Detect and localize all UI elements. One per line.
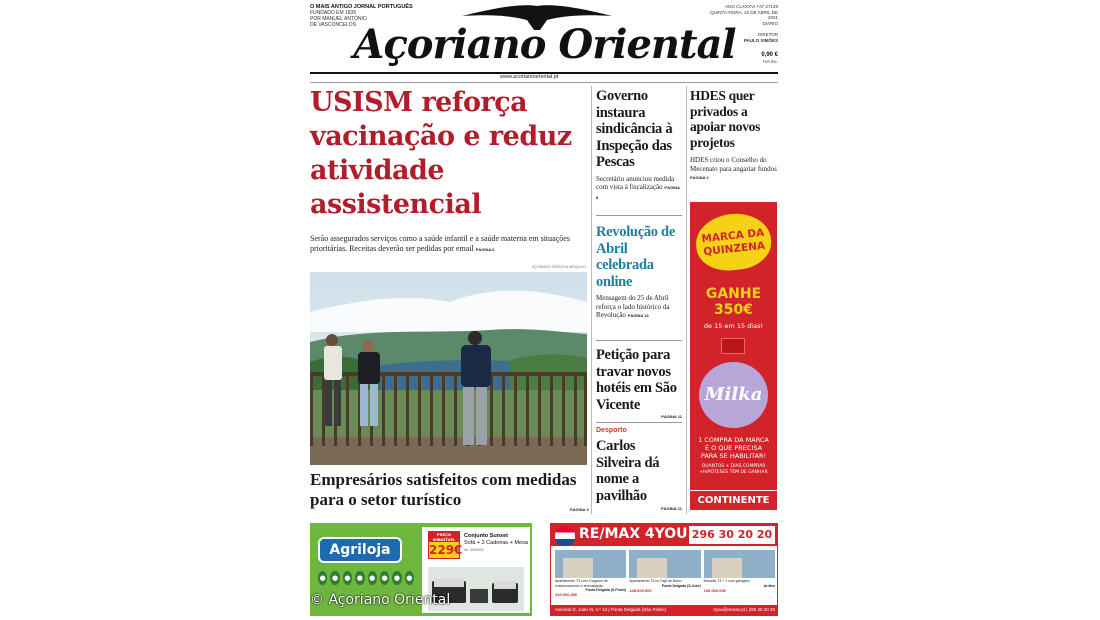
masthead-tagline: O MAIS ANTIGO JORNAL PORTUGUÊS [310, 4, 413, 10]
plant-icon: ● [380, 571, 389, 585]
right-story-page-ref: PÁGINA 2 [690, 175, 709, 180]
ganhe-label: GANHE [705, 286, 762, 302]
website-link[interactable]: www.acorianooriental.pt [500, 74, 559, 80]
ganhe-amount: 350€ [714, 302, 753, 318]
masthead-rule-thin [310, 82, 778, 83]
listing-price: 248.000,00€ [629, 587, 652, 593]
remax-balloon-icon [555, 526, 575, 546]
newspaper-logo[interactable]: Açoriano Oriental [353, 21, 736, 68]
remax-ad[interactable] [550, 523, 778, 616]
masthead-right-info [708, 4, 778, 64]
mid-story-1-title: Governo instaura sindicância à Inspeção das Pescas [596, 88, 673, 170]
listing-card[interactable] [555, 550, 626, 602]
issue-number: ANO CLXXXVI • Nº 27149 [725, 4, 778, 9]
listing-caption: Apartamento T3 com 2 lugares de estacionamento e arrecadação [555, 579, 608, 588]
cover-price: 0,90 € [761, 52, 778, 58]
mid-story-3-title: Petição para travar novos hotéis em São Vicente [596, 347, 677, 413]
ganhe-subline: de 15 em 15 dias! [703, 322, 764, 330]
right-story[interactable] [690, 88, 780, 183]
issue-date: QUINTA-FEIRA, 22 DE ABRIL DE 2021 [710, 9, 778, 20]
right-story-text [690, 156, 780, 183]
main-page-ref: PÁGINA 6 [475, 247, 495, 252]
product-line2: Sofá + 2 Cadeiras + Mesa [464, 540, 528, 546]
price-tag [428, 531, 463, 559]
marca-line1: MARCA DA [700, 226, 765, 246]
mid-divider [596, 422, 682, 423]
dog-icon: ● [318, 571, 327, 585]
mid-story-4[interactable] [596, 427, 682, 511]
secondary-headline[interactable]: Empresários satisfeitos com medidas para o setor turístico [310, 470, 577, 509]
masthead-founded: FUNDADO EM 1835 [310, 10, 357, 16]
mid-divider [596, 215, 682, 216]
mid-story-4-title: Carlos Silveira dá nome a pavilhão [596, 438, 660, 504]
listing-location: Ponta Delgada (S.Pedro) [585, 588, 627, 592]
promo-fine-print: QUANTOS + DIAS COMPRAR +HIPÓTESES TEM DE GANHAR [699, 464, 768, 475]
ganhe-text [690, 286, 777, 318]
agriloja-logo: Agriloja [318, 537, 402, 563]
mid-story-1[interactable] [596, 88, 682, 202]
remax-footer [551, 605, 778, 615]
promo-line2: É O QUE PRECISA [704, 444, 763, 452]
continente-logo: CONTINENTE [690, 490, 777, 510]
promo-line3: PARA SE HABILITAR! [700, 452, 767, 460]
mid-story-2-page-ref: PÁGINA 13 [627, 313, 649, 318]
listing-card[interactable] [704, 550, 775, 602]
home-icon: ● [392, 571, 401, 585]
mid-story-2-text [596, 294, 682, 321]
photo-credit: AÇORIANO ORIENTAL/ARQUIVO [532, 265, 586, 269]
mid-story-2-title: Revolução de Abril celebrada online [596, 224, 675, 290]
remax-address: Avenida D. João III, n.º 43 | Ponta Delgada (São Pedro) [555, 607, 667, 612]
column-divider [686, 86, 687, 514]
newspaper-front-page [300, 0, 790, 620]
main-headline[interactable]: USISM reforça vacinação e reduz atividade assistencial [310, 87, 572, 220]
mid-story-1-lede: Secretário anunciou medida com vista à fiscalização [596, 174, 675, 191]
remax-phone[interactable]: 296 30 20 20 [689, 526, 775, 544]
product-description [464, 533, 528, 554]
milka-logo: Milka [699, 362, 768, 428]
listing-location: Ponta Delgada (S.José) [661, 583, 701, 588]
mid-story-2-lede: Mensagem do 25 de Abril reforça o lado histórico da Revolução [596, 294, 670, 319]
mid-story-4-page-ref: PÁGINA 21 [661, 506, 682, 511]
remax-listings [555, 550, 775, 602]
main-lede-text: Serão assegurados serviços como a saúde infantil e a saúde materna em situações prioritárias. Receitas deverão ser pedidas por email [310, 234, 570, 253]
marca-quinzena-badge [693, 210, 773, 274]
fish-icon: ● [368, 571, 377, 585]
mid-story-2[interactable] [596, 224, 682, 321]
listing-location: Arrifes [763, 583, 775, 588]
promo-line1: 1 COMPRA DA MARCA [698, 436, 769, 444]
director-label: DIRETOR [757, 32, 778, 37]
secondary-page-ref: PÁGINA 3 [570, 507, 589, 512]
listing-caption: Moradia T3 + 1 com garagem [703, 579, 750, 583]
column-divider [591, 86, 592, 514]
mid-story-1-page-ref: PÁGINA 8 [596, 185, 680, 200]
marca-line2: QUINZENA [702, 239, 766, 259]
gift-icon [721, 338, 745, 354]
listing-photo [555, 550, 626, 578]
mid-story-3[interactable] [596, 347, 682, 419]
listing-photo [704, 550, 775, 578]
tool-icon: ● [405, 571, 414, 585]
director-name: PAULO SIMÕES [743, 37, 778, 43]
mid-divider [596, 340, 682, 341]
listing-photo [629, 550, 700, 578]
main-lede [310, 234, 582, 255]
listing-price: 240.000,00€ [555, 592, 578, 597]
mid-story-3-page-ref: PÁGINA 11 [661, 414, 682, 419]
masthead-founder-line1: POR MANUEL ANTÓNIO [310, 16, 367, 22]
price-label: PREÇO IMBATÍVEL [429, 532, 459, 542]
main-photo[interactable] [310, 272, 587, 465]
product-ref: ref. 4939032 [464, 548, 484, 552]
right-story-title: HDES quer privados a apoiar novos projetos [690, 88, 761, 150]
product-line1: Conjunto Sunset [464, 533, 508, 539]
listing-caption: Apartamento T3 no Fajã de Baixo [629, 579, 682, 583]
frequency: DIÁRIO [762, 20, 778, 26]
cat-icon: ● [330, 571, 339, 585]
price-value: 229€ [429, 543, 463, 557]
remax-header [551, 524, 778, 546]
copyright-watermark: © Açoriano Oriental [310, 592, 451, 608]
mid-story-1-text [596, 175, 682, 203]
listing-card[interactable] [629, 550, 700, 602]
remax-contact[interactable]: 4you@remax.pt | 296 30 20 20 [713, 607, 775, 612]
right-story-lede: HDES criou o Conselho do Mecenato para angariar fundos [690, 156, 777, 173]
remax-brand: RE/MAX 4YOU [579, 526, 688, 542]
listing-price: 196.000,00€ [703, 587, 726, 593]
vat-note: IVA inc. [763, 58, 778, 64]
horse-icon: ● [355, 571, 364, 585]
section-label-desporto: Desporto [596, 427, 627, 434]
agriloja-category-icons [318, 571, 414, 585]
bird-icon: ● [343, 571, 352, 585]
continente-ad[interactable] [690, 202, 777, 510]
masthead-founder-line2: DE VASCONCELOS [310, 22, 357, 28]
